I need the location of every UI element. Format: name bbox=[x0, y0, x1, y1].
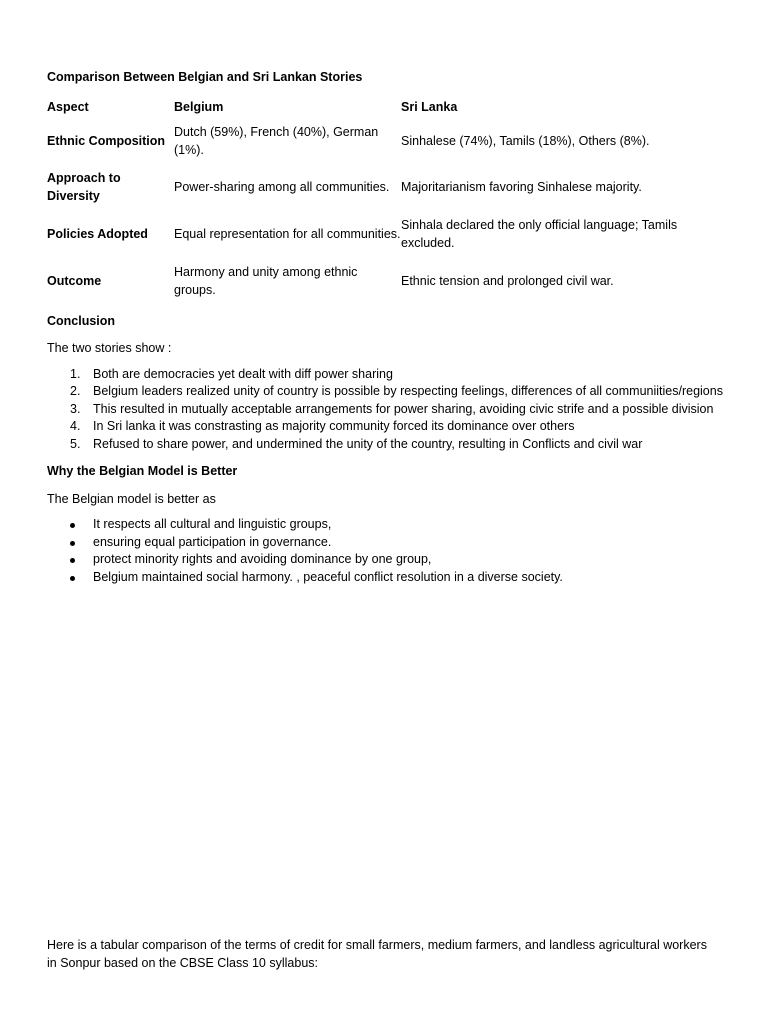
table-cell-sri-lanka: Sinhala declared the only official language; Tamils excluded. bbox=[401, 218, 678, 250]
table-header-row bbox=[47, 97, 727, 119]
list-item-text: Belgium leaders realized unity of country is possible by respecting feelings, differences of all communiities/regions bbox=[93, 384, 723, 398]
list-item bbox=[47, 366, 727, 384]
table-row bbox=[47, 259, 727, 305]
list-number: 1. bbox=[70, 366, 81, 381]
table-row bbox=[47, 119, 727, 165]
conclusion-heading: Conclusion bbox=[47, 313, 116, 328]
why-better-list bbox=[47, 516, 727, 586]
bullet-icon bbox=[70, 576, 75, 581]
bullet-icon bbox=[70, 523, 75, 528]
header-aspect: Aspect bbox=[47, 99, 89, 114]
conclusion-intro: The two stories show : bbox=[47, 341, 172, 355]
document-title: Comparison Between Belgian and Sri Lankan Stories bbox=[47, 70, 363, 84]
list-number: 2. bbox=[70, 384, 81, 398]
table-cell-sri-lanka: Majoritarianism favoring Sinhalese majority. bbox=[401, 179, 642, 194]
table-cell-aspect: Approach to Diversity bbox=[47, 171, 121, 203]
footer-paragraph: Here is a tabular comparison of the terms of credit for small farmers, medium farmers, and landless agricultural workers in Sonpur based on the CBSE Class 10 syllabus: bbox=[47, 938, 707, 970]
why-better-heading: Why the Belgian Model is Better bbox=[47, 464, 238, 478]
bullet-icon bbox=[70, 541, 75, 546]
table-row bbox=[47, 165, 727, 211]
list-item bbox=[47, 551, 727, 569]
header-belgium: Belgium bbox=[174, 99, 224, 114]
list-item-text: Both are democracies yet dealt with diff power sharing bbox=[93, 366, 393, 381]
document-page bbox=[47, 69, 727, 586]
conclusion-list bbox=[47, 366, 727, 454]
list-number: 4. bbox=[70, 419, 81, 433]
list-item bbox=[47, 383, 727, 401]
table-cell-sri-lanka: Sinhalese (74%), Tamils (18%), Others (8%). bbox=[401, 133, 650, 148]
table-cell-belgium: Dutch (59%), French (40%), German (1%). bbox=[174, 125, 379, 157]
list-item-text: ensuring equal participation in governance. bbox=[93, 534, 332, 549]
table-cell-belgium: Power-sharing among all communities. bbox=[174, 179, 390, 194]
list-item-text: This resulted in mutually acceptable arrangements for power sharing, avoiding civic strife and a possible division bbox=[93, 401, 714, 416]
table-cell-aspect: Outcome bbox=[47, 273, 102, 288]
list-item bbox=[47, 418, 727, 436]
table-cell-sri-lanka: Ethnic tension and prolonged civil war. bbox=[401, 273, 614, 288]
list-item bbox=[47, 436, 727, 454]
list-item-text: Belgium maintained social harmony. , peaceful conflict resolution in a diverse society. bbox=[93, 569, 563, 584]
list-item bbox=[47, 401, 727, 419]
list-item bbox=[47, 516, 727, 534]
why-better-intro: The Belgian model is better as bbox=[47, 491, 216, 506]
table-cell-belgium: Harmony and unity among ethnic groups. bbox=[174, 265, 358, 297]
header-sri-lanka: Sri Lanka bbox=[401, 99, 458, 114]
list-item-text: In Sri lanka it was constrasting as majority community forced its dominance over others bbox=[93, 419, 575, 433]
list-item-text: protect minority rights and avoiding dominance by one group, bbox=[93, 552, 432, 566]
list-number: 5. bbox=[70, 436, 81, 451]
list-item bbox=[47, 569, 727, 587]
list-item-text: Refused to share power, and undermined the unity of the country, resulting in Conflicts and civil war bbox=[93, 436, 643, 451]
list-item-text: It respects all cultural and linguistic groups, bbox=[93, 517, 332, 531]
table-cell-aspect: Policies Adopted bbox=[47, 226, 148, 241]
list-item bbox=[47, 534, 727, 552]
table-cell-belgium: Equal representation for all communities. bbox=[174, 226, 401, 241]
table-cell-aspect: Ethnic Composition bbox=[47, 133, 166, 148]
bullet-icon bbox=[70, 558, 75, 563]
comparison-table bbox=[47, 97, 727, 305]
table-row bbox=[47, 211, 727, 259]
list-number: 3. bbox=[70, 401, 81, 416]
